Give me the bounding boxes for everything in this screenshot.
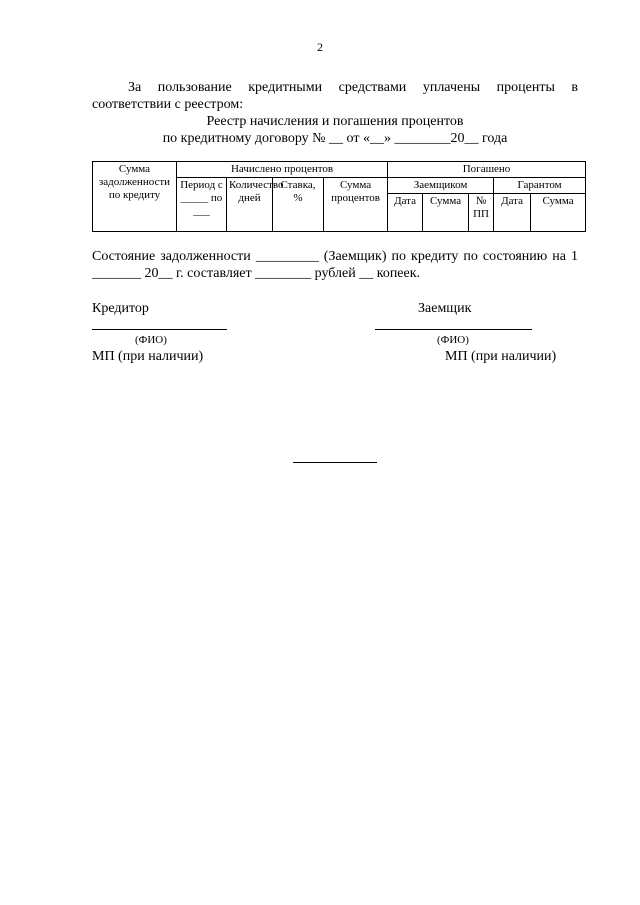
header-guarantor-date: Дата xyxy=(494,194,531,232)
registry-subtitle: по кредитному договору № __ от «__» ________20__ года xyxy=(162,131,508,146)
creditor-fio-caption: (ФИО) xyxy=(135,334,167,346)
header-period: Период с _____ по ___ xyxy=(177,178,227,232)
registry-title: Реестр начисления и погашения процентов xyxy=(206,114,464,129)
header-by-borrower: Заемщиком xyxy=(388,178,494,194)
header-interest-sum: Сумма процентов xyxy=(324,178,388,232)
header-debt-amount: Сумма задолженности по кредиту xyxy=(93,162,177,232)
page-number: 2 xyxy=(317,40,323,54)
debt-status-paragraph: Состояние задолженности _________ (Заемщик) по кредиту по состоянию на 1 _______ 20__ г. составляет ________ рублей __ копеек. xyxy=(92,249,578,281)
borrower-stamp-note: МП (при наличии) xyxy=(445,349,557,364)
interest-paragraph: За пользование кредитными средствами уплачены проценты в соответствии с реестром: xyxy=(92,80,578,112)
borrower-label: Заемщик xyxy=(418,301,472,316)
header-borrower-date: Дата xyxy=(388,194,423,232)
header-accrued-interest: Начислено процентов xyxy=(177,162,388,178)
creditor-label: Кредитор xyxy=(92,301,149,316)
creditor-signature-line xyxy=(92,329,227,330)
header-days-count: Количество дней xyxy=(227,178,273,232)
registry-table xyxy=(92,161,586,232)
header-rate: Ставка, % xyxy=(273,178,324,232)
footer-divider xyxy=(293,462,377,463)
borrower-fio-caption: (ФИО) xyxy=(437,334,469,346)
header-borrower-sum: Сумма xyxy=(423,194,469,232)
header-repaid: Погашено xyxy=(388,162,586,178)
creditor-stamp-note: МП (при наличии) xyxy=(92,349,204,364)
borrower-signature-line xyxy=(375,329,532,330)
header-borrower-pp-number: № ПП xyxy=(469,194,494,232)
header-guarantor-sum: Сумма xyxy=(531,194,586,232)
header-by-guarantor: Гарантом xyxy=(494,178,586,194)
